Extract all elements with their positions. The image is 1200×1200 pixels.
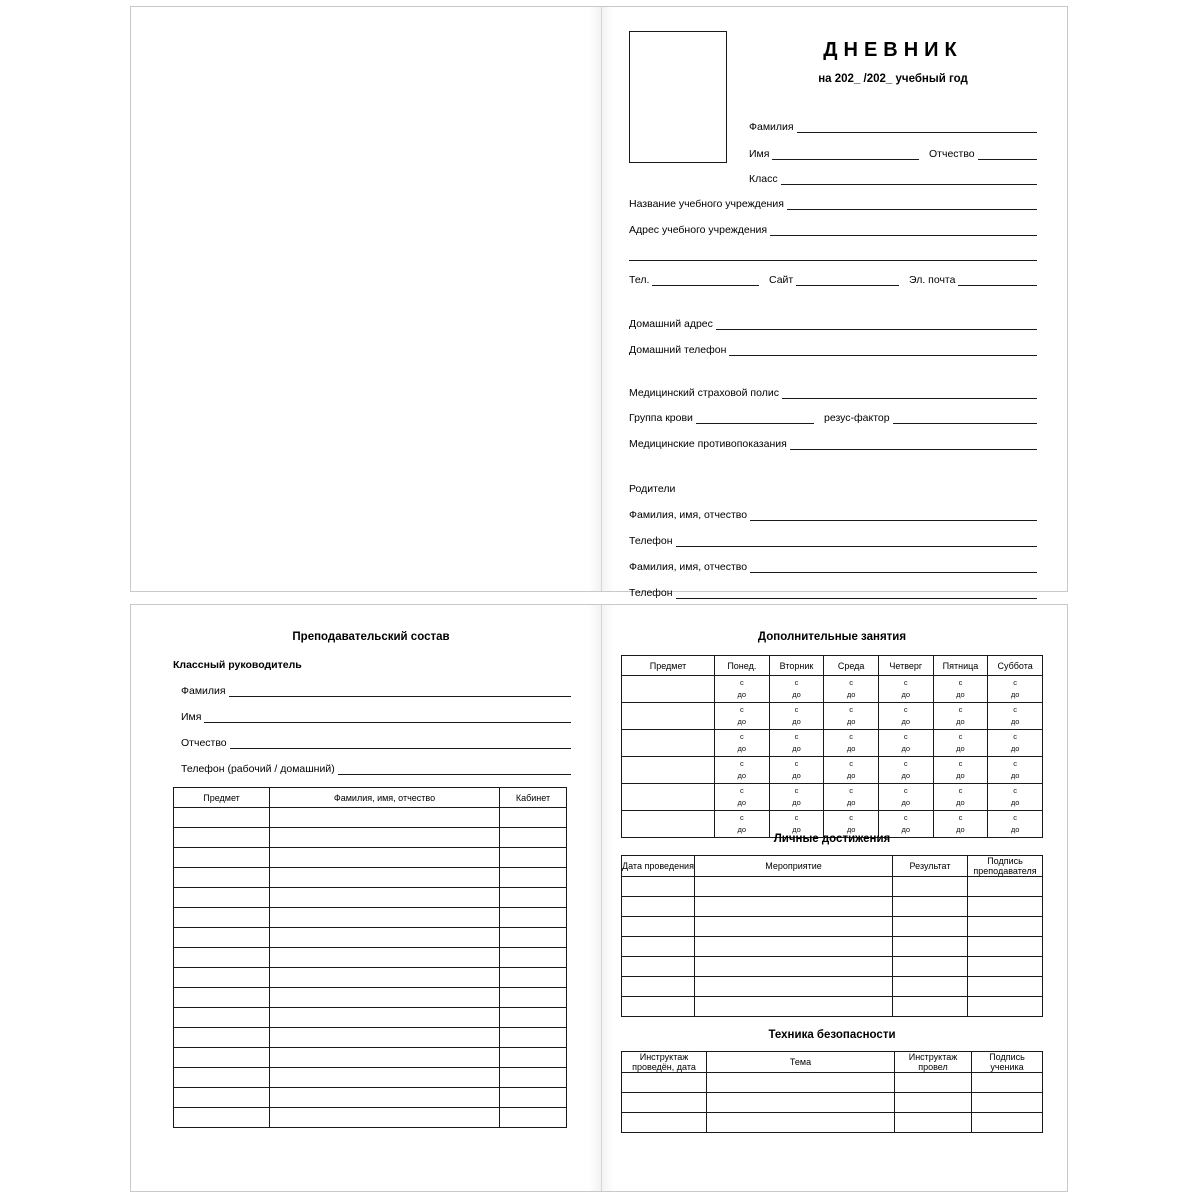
- table-row[interactable]: [622, 757, 1043, 784]
- field-line[interactable]: [716, 318, 1037, 330]
- field-line[interactable]: [958, 274, 1037, 286]
- column-fullname: Фамилия, имя, отчество: [270, 788, 500, 808]
- field-firstname[interactable]: [749, 148, 919, 160]
- field-website[interactable]: [769, 274, 899, 286]
- column-result: Результат: [893, 856, 968, 877]
- table-row[interactable]: [174, 988, 567, 1008]
- time-from: с: [794, 732, 799, 741]
- field-blood-group[interactable]: [629, 412, 814, 424]
- time-to: до: [901, 690, 911, 699]
- field-label: Отчество: [181, 737, 227, 749]
- time-from: с: [794, 786, 799, 795]
- field-line[interactable]: [729, 344, 1037, 356]
- time-to: до: [846, 744, 856, 753]
- cell-time[interactable]: [824, 757, 879, 784]
- field-line[interactable]: [750, 509, 1037, 521]
- field-line[interactable]: [770, 224, 1037, 236]
- safety-title: Техника безопасности: [768, 1029, 896, 1041]
- table-header-row: [174, 788, 567, 808]
- table-row[interactable]: [622, 897, 1043, 917]
- field-label: Домашний адрес: [629, 318, 713, 330]
- time-to: до: [737, 690, 747, 699]
- table-row[interactable]: [174, 1108, 567, 1128]
- time-to: до: [846, 825, 856, 834]
- column-subject: Предмет: [622, 656, 715, 676]
- achievements-table: [621, 855, 1043, 1017]
- table-row[interactable]: [622, 997, 1043, 1017]
- table-row[interactable]: [174, 828, 567, 848]
- field-school-address-line2[interactable]: [629, 249, 1037, 261]
- safety-table: [621, 1051, 1043, 1133]
- time-from: с: [794, 705, 799, 714]
- field-line[interactable]: [790, 438, 1037, 450]
- time-to: до: [1010, 825, 1020, 834]
- activities-page: [601, 605, 1067, 1191]
- column-date: Дата проведения: [622, 856, 695, 877]
- field-line[interactable]: [338, 763, 571, 775]
- cell-subject[interactable]: [622, 730, 715, 757]
- field-label: Эл. почта: [909, 274, 956, 286]
- time-from: с: [849, 678, 854, 687]
- time-from: с: [1013, 759, 1018, 768]
- field-home-address[interactable]: [629, 318, 1037, 330]
- time-from: с: [1013, 732, 1018, 741]
- table-row[interactable]: [622, 877, 1043, 897]
- time-from: с: [1013, 678, 1018, 687]
- spread-cover: [130, 6, 1068, 599]
- field-school-address[interactable]: [629, 224, 1037, 236]
- cell-time[interactable]: [988, 676, 1043, 703]
- spread-inner: [130, 604, 1068, 1192]
- field-email[interactable]: [909, 274, 1037, 286]
- field-label: Фамилия: [749, 121, 794, 133]
- cell-time[interactable]: [715, 676, 770, 703]
- field-medical-contraindications[interactable]: [629, 438, 1037, 450]
- cell-subject[interactable]: [622, 784, 715, 811]
- cell-time[interactable]: [769, 757, 824, 784]
- column-tuesday: Вторник: [769, 656, 824, 676]
- time-from: с: [739, 759, 744, 768]
- extra-lessons-section: [621, 631, 1043, 643]
- column-subject: Предмет: [174, 788, 270, 808]
- field-label: Домашний телефон: [629, 344, 727, 356]
- field-insurance-policy[interactable]: [629, 387, 1037, 399]
- time-to: до: [956, 690, 965, 699]
- column-thursday: Четверг: [878, 656, 933, 676]
- time-to: до: [737, 825, 747, 834]
- cell-time[interactable]: [715, 703, 770, 730]
- time-from: с: [958, 759, 963, 768]
- field-phone[interactable]: [629, 274, 759, 286]
- column-briefing-date: Инструктаж проведён, дата: [622, 1052, 707, 1073]
- field-label: Отчество: [929, 148, 975, 160]
- field-line[interactable]: [230, 737, 571, 749]
- table-row[interactable]: [174, 1088, 567, 1108]
- field-line[interactable]: [629, 249, 1037, 261]
- time-to: до: [901, 717, 911, 726]
- cell-time[interactable]: [824, 676, 879, 703]
- page-subtitle: на 202_ /202_ учебный год: [818, 73, 968, 85]
- field-label: Медицинский страховой полис: [629, 387, 779, 399]
- time-from: с: [903, 678, 908, 687]
- blank-left-page: [131, 7, 601, 591]
- cell-time[interactable]: [715, 784, 770, 811]
- safety-table-wrap: [621, 1051, 1043, 1133]
- cover-page: [601, 7, 1067, 599]
- field-parent2-fullname[interactable]: [629, 561, 1037, 573]
- table-row[interactable]: [622, 1093, 1043, 1113]
- table-row[interactable]: [174, 928, 567, 948]
- table-header-row: [622, 1052, 1043, 1073]
- field-line[interactable]: [772, 148, 919, 160]
- staff-page: [131, 605, 601, 1191]
- time-from: с: [1013, 813, 1018, 822]
- class-teacher-label: Классный руководитель: [173, 659, 302, 671]
- field-class[interactable]: [749, 173, 1037, 185]
- achievements-section: [621, 833, 1043, 845]
- field-line[interactable]: [676, 535, 1037, 547]
- time-from: с: [739, 813, 744, 822]
- field-home-phone[interactable]: [629, 344, 1037, 356]
- field-line[interactable]: [676, 587, 1037, 599]
- field-line[interactable]: [796, 274, 899, 286]
- cell-time[interactable]: [933, 730, 988, 757]
- cell-time[interactable]: [715, 757, 770, 784]
- cell-subject[interactable]: [622, 757, 715, 784]
- table-row[interactable]: [174, 1028, 567, 1048]
- cell-time[interactable]: [933, 757, 988, 784]
- cell-time[interactable]: [824, 730, 879, 757]
- table-header-row: [622, 656, 1043, 676]
- column-room: Кабинет: [500, 788, 567, 808]
- time-from: с: [1013, 786, 1018, 795]
- staff-field-patronymic[interactable]: [181, 737, 571, 749]
- field-label: Телефон: [629, 587, 673, 599]
- column-saturday: Суббота: [988, 656, 1043, 676]
- column-event: Мероприятие: [695, 856, 893, 877]
- time-from: с: [794, 759, 799, 768]
- time-to: до: [846, 798, 856, 807]
- photo-placeholder-box: [629, 31, 727, 163]
- cell-time[interactable]: [878, 784, 933, 811]
- time-to: до: [1010, 717, 1020, 726]
- field-parent2-phone[interactable]: [629, 587, 1037, 599]
- time-from: с: [903, 786, 908, 795]
- column-briefing-by: Инструктаж провел: [895, 1052, 972, 1073]
- table-row[interactable]: [622, 977, 1043, 997]
- time-to: до: [956, 798, 965, 807]
- time-to: до: [792, 717, 801, 726]
- cell-time[interactable]: [988, 784, 1043, 811]
- time-to: до: [901, 744, 911, 753]
- time-from: с: [958, 678, 963, 687]
- time-from: с: [958, 732, 963, 741]
- field-label: резус-фактор: [824, 412, 890, 424]
- table-header-row: [622, 856, 1043, 877]
- table-row[interactable]: [622, 937, 1043, 957]
- field-line[interactable]: [229, 685, 571, 697]
- field-line[interactable]: [782, 387, 1037, 399]
- time-to: до: [956, 744, 965, 753]
- table-row[interactable]: [174, 1008, 567, 1028]
- table-row[interactable]: [622, 730, 1043, 757]
- time-to: до: [956, 825, 965, 834]
- page-title: ДНЕВНИК: [823, 39, 963, 61]
- column-wednesday: Среда: [824, 656, 879, 676]
- time-to: до: [901, 771, 911, 780]
- field-line[interactable]: [750, 561, 1037, 573]
- time-to: до: [792, 798, 801, 807]
- parents-heading: [629, 483, 678, 495]
- time-from: с: [849, 786, 854, 795]
- table-row[interactable]: [174, 848, 567, 868]
- time-to: до: [901, 825, 911, 834]
- table-row[interactable]: [622, 784, 1043, 811]
- time-to: до: [792, 744, 801, 753]
- field-line[interactable]: [652, 274, 759, 286]
- time-from: с: [739, 705, 744, 714]
- field-parent1-fullname[interactable]: [629, 509, 1037, 521]
- teachers-table-body: [174, 808, 567, 1128]
- time-to: до: [737, 798, 747, 807]
- column-teacher-signature: Подпись преподавателя: [968, 856, 1043, 877]
- time-to: до: [737, 771, 747, 780]
- cell-time[interactable]: [769, 730, 824, 757]
- time-from: с: [1013, 705, 1018, 714]
- safety-section: [621, 1029, 1043, 1041]
- time-to: до: [792, 825, 801, 834]
- time-to: до: [846, 690, 856, 699]
- cell-time[interactable]: [933, 676, 988, 703]
- column-monday: Понед.: [715, 656, 770, 676]
- time-from: с: [903, 759, 908, 768]
- column-topic: Тема: [707, 1052, 895, 1073]
- time-from: с: [849, 759, 854, 768]
- extra-lessons-body: [622, 676, 1043, 838]
- field-parent1-phone[interactable]: [629, 535, 1037, 547]
- extra-lessons-table-wrap: [621, 655, 1043, 838]
- time-from: с: [849, 813, 854, 822]
- cell-time[interactable]: [824, 784, 879, 811]
- field-line[interactable]: [797, 121, 1037, 133]
- table-row[interactable]: [622, 676, 1043, 703]
- table-row[interactable]: [622, 957, 1043, 977]
- time-to: до: [1010, 798, 1020, 807]
- field-label: Адрес учебного учреждения: [629, 224, 768, 236]
- table-row[interactable]: [174, 1068, 567, 1088]
- field-label: Фамилия, имя, отчество: [629, 561, 748, 573]
- field-label: Медицинские противопоказания: [629, 438, 787, 450]
- field-label: Название учебного учреждения: [629, 198, 784, 210]
- achievements-body: [622, 877, 1043, 1017]
- table-row[interactable]: [174, 1048, 567, 1068]
- table-row[interactable]: [174, 968, 567, 988]
- cell-time[interactable]: [933, 784, 988, 811]
- time-to: до: [846, 717, 856, 726]
- cell-time[interactable]: [769, 703, 824, 730]
- field-line[interactable]: [978, 148, 1037, 160]
- field-school-name[interactable]: [629, 198, 1037, 210]
- table-row[interactable]: [174, 888, 567, 908]
- staff-section-title: Преподавательский состав: [292, 631, 450, 643]
- cell-time[interactable]: [988, 730, 1043, 757]
- field-label: Телефон: [629, 535, 673, 547]
- staff-field-firstname[interactable]: [181, 711, 571, 723]
- time-from: с: [903, 732, 908, 741]
- time-from: с: [849, 705, 854, 714]
- teachers-table: [173, 787, 567, 1128]
- time-from: с: [903, 705, 908, 714]
- column-friday: Пятница: [933, 656, 988, 676]
- time-from: с: [958, 786, 963, 795]
- cell-time[interactable]: [715, 730, 770, 757]
- field-patronymic[interactable]: [929, 148, 1037, 160]
- field-line[interactable]: [787, 198, 1037, 210]
- time-to: до: [956, 771, 965, 780]
- time-to: до: [846, 771, 856, 780]
- cell-time[interactable]: [878, 703, 933, 730]
- time-to: до: [1010, 744, 1020, 753]
- cell-subject[interactable]: [622, 703, 715, 730]
- cell-time[interactable]: [988, 757, 1043, 784]
- time-from: с: [739, 786, 744, 795]
- time-to: до: [1010, 771, 1020, 780]
- field-rh-factor[interactable]: [824, 412, 1037, 424]
- cell-time[interactable]: [988, 703, 1043, 730]
- field-label: Родители: [629, 483, 676, 495]
- time-from: с: [739, 732, 744, 741]
- achievements-title: Личные достижения: [773, 833, 891, 845]
- cell-time[interactable]: [878, 757, 933, 784]
- staff-field-surname[interactable]: [181, 685, 571, 697]
- field-surname[interactable]: [749, 121, 1037, 133]
- safety-body: [622, 1073, 1043, 1133]
- field-label: Сайт: [769, 274, 794, 286]
- field-label: Имя: [749, 148, 770, 160]
- field-label: Телефон (рабочий / домашний): [181, 763, 335, 775]
- time-from: с: [849, 732, 854, 741]
- cell-subject[interactable]: [622, 676, 715, 703]
- field-label: Тел.: [629, 274, 650, 286]
- field-label: Фамилия, имя, отчество: [629, 509, 748, 521]
- time-from: с: [958, 705, 963, 714]
- field-label: Класс: [749, 173, 778, 185]
- table-row[interactable]: [622, 703, 1043, 730]
- table-row[interactable]: [174, 948, 567, 968]
- cell-time[interactable]: [878, 676, 933, 703]
- field-label: Имя: [181, 711, 202, 723]
- table-row[interactable]: [622, 1073, 1043, 1093]
- field-line[interactable]: [696, 412, 814, 424]
- time-to: до: [901, 798, 911, 807]
- field-line[interactable]: [204, 711, 571, 723]
- extra-lessons-table: [621, 655, 1043, 838]
- time-to: до: [737, 717, 747, 726]
- time-from: с: [958, 813, 963, 822]
- field-label: Группа крови: [629, 412, 693, 424]
- field-line[interactable]: [893, 412, 1037, 424]
- table-row[interactable]: [622, 1113, 1043, 1133]
- field-line[interactable]: [781, 173, 1037, 185]
- table-row[interactable]: [622, 917, 1043, 937]
- time-from: с: [903, 813, 908, 822]
- staff-field-phone[interactable]: [181, 763, 571, 775]
- time-to: до: [1010, 690, 1020, 699]
- time-from: с: [794, 813, 799, 822]
- cell-time[interactable]: [769, 676, 824, 703]
- table-row[interactable]: [174, 808, 567, 828]
- extra-lessons-title: Дополнительные занятия: [757, 631, 907, 643]
- cell-time[interactable]: [933, 703, 988, 730]
- table-row[interactable]: [174, 868, 567, 888]
- cell-time[interactable]: [878, 730, 933, 757]
- achievements-table-wrap: [621, 855, 1043, 1017]
- cell-time[interactable]: [769, 784, 824, 811]
- time-to: до: [956, 717, 965, 726]
- cell-time[interactable]: [824, 703, 879, 730]
- time-from: с: [739, 678, 744, 687]
- table-row[interactable]: [174, 908, 567, 928]
- time-to: до: [792, 690, 801, 699]
- time-from: с: [794, 678, 799, 687]
- time-to: до: [737, 744, 747, 753]
- column-student-signature: Подпись ученика: [972, 1052, 1043, 1073]
- time-to: до: [792, 771, 801, 780]
- field-label: Фамилия: [181, 685, 226, 697]
